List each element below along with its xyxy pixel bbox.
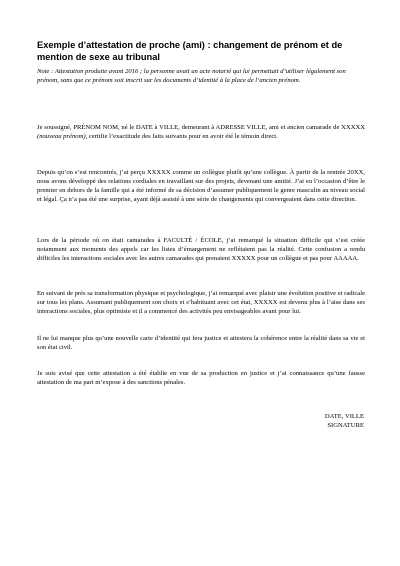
paragraph-school: Lors de la période où on était camarades à FACULTÉ / ÉCOLE, j’ai remarqué la situation difficile qui s’est créée notamment aux moments des appels car les listes d’émargement ne reflétaient pas la réalité. Cette confusion a rendu difficiles les interactions sociales avec les autres camarades qui prenaient XXXXX pour un collègue et pas pour AAAAA. [37, 237, 365, 262]
document-note: Note : Attestation produite avant 2016 ; la personne avait un acte notarié qui lui permettait d’utiliser légalement son prénom, sans que ce prénom soit inscrit sur les documents d’identité à la place de l’ancien prénom. [37, 68, 346, 84]
signature: SIGNATURE [327, 421, 364, 429]
paragraph-transformation: En suivant de près sa transformation physique et psychologique, j’ai remarqué avec plaisir une évolution positive et radicale sur tous les plans. Assumant publiquement son choix et s’habituant avec cet état, XXXXX est devenu plus à l’aise dans ses interactions sociales, plus optimiste et il a commencé des activités peu envisageables avant pour lui. [37, 290, 365, 315]
signature-block [325, 413, 364, 431]
paragraph-id-card: Il ne lui manque plus qu’une nouvelle carte d’identité qui fera justice et attestera la cohérence entre la réalité dans sa vie et son état civil. [37, 335, 365, 351]
paragraph-identity [37, 124, 365, 142]
paragraph-identity-text-a: Je soussigné, PRÉNOM NOM, né le DATE à VILLE, demeurant à ADRESSE VILLE, ami et ancien camarade de XXXXX [37, 124, 365, 131]
document-title: Exemple d’attestation de proche (ami) : changement de prénom et de mention de sexe au tribunal [37, 40, 343, 62]
paragraph-identity-text-c: , certifie l’exactitude des faits suivants pour en avoir été le témoin direct. [85, 132, 278, 140]
paragraph-legal-notice: Je suis avisé que cette attestation a été établie en vue de sa production en justice et j’ai connaissance qu’une fausse attestation de ma part m’expose à des sanctions pénales. [37, 370, 365, 386]
new-first-name-hint: (nouveau prénom) [37, 132, 86, 140]
paragraph-relationship: Depuis qu’on s’est rencontrés, j’ai perçu XXXXX comme un collègue plutôt qu’une collègue. À partir de la rentrée 20XX, nous avons développé des relations cordiales en travaillant sur des projets, devenant une amitié. J’ai eu l’occasion d’être le premier en dehors de la famille qui a été informé de sa décision d’assumer publiquement le genre masculin au niveau social et légal. Ça n’a pas été une surprise, ayant déjà assisté à une série de changements qui convergeaient dans cette direction. [37, 169, 365, 203]
date-place: DATE, VILLE [324, 413, 364, 420]
